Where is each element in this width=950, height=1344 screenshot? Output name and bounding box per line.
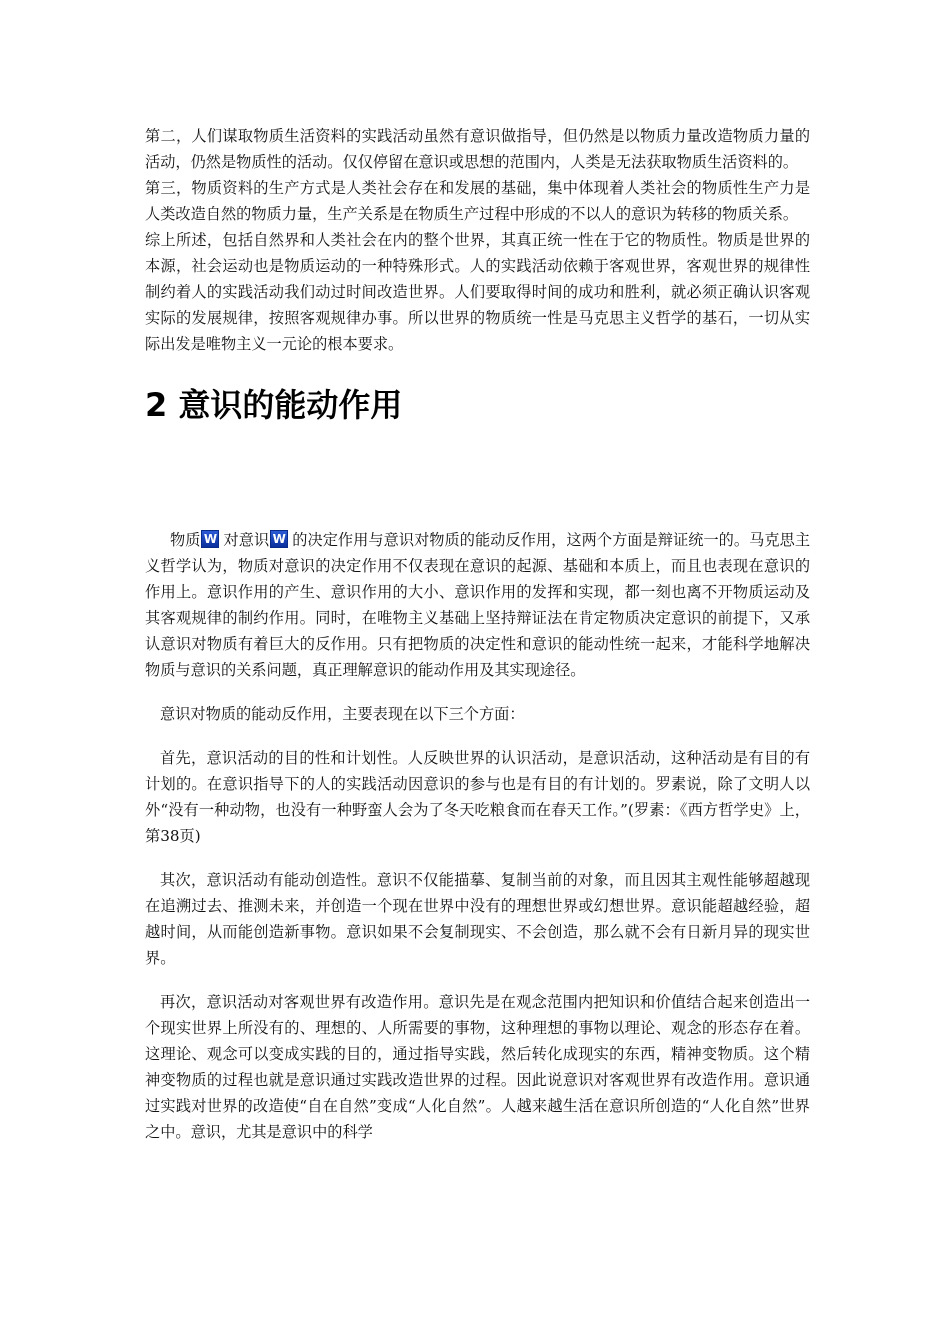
paragraph-third-point: 再次，意识活动对客观世界有改造作用。意识先是在观念范围内把知识和价值结合起来创造出一个现实世界上所没有的、理想的、人所需要的事物，这种理想的事物以理论、观念的形态存在着。这理论、观念可以变成实践的目的，通过指导实践，然后转化成现实的东西，精神变物质。这个精神变物质的过程也就是意识通过实践改造世界的过程。因此说意识对客观世界有改造作用。意识通过实践对世界的改造使“自在自然”变成“人化自然”。人越来越生活在意识所创造的“人化自然”世界之中。意识，尤其是意识中的科学 [145, 993, 810, 1141]
word-document-icon[interactable] [201, 530, 219, 548]
paragraph-third: 第三，物质资料的生产方式是人类社会存在和发展的基础，集中体现着人类社会的物质性生产力是人类改造自然的物质力量，生产关系是在物质生产过程中形成的不以人的意识为转移的物质关系。 [145, 179, 810, 223]
paragraph-second: 第二，人们谋取物质生活资料的实践活动虽然有意识做指导，但仍然是以物质力量改造物质力量的活动，仍然是物质性的活动。仅仅停留在意识或思想的范围内，人类是无法获取物质生活资料的。 [145, 127, 810, 171]
text-fragment: 的决定作用与意识对物质的能动反作用，这两个方面是辩证统一的。马克思主义哲学认为，物质对意识的决定作用不仅表现在意识的起源、基础和本质上，而且也表现在意识的作用上。意识作用的产生、意识作用的大小、意识作用的发挥和实现，都一刻也离不开物质运动及其客观规律的制约作用。同时，在唯物主义基础上坚持辩证法在肯定物质决定意识的前提下，又承认意识对物质有着巨大的反作用。只有把物质的决定性和意识的能动性统一起来，才能科学地解决物质与意识的关系问题，真正理解意识的能动作用及其实现途径。 [145, 531, 811, 679]
section-heading: 2 意识的能动作用 [145, 386, 403, 424]
word-document-icon[interactable] [270, 530, 288, 548]
paragraph-gap [145, 683, 810, 701]
paragraph-matter-consciousness [145, 527, 810, 683]
paragraph-gap [145, 849, 810, 867]
paragraph-intro: 意识对物质的能动反作用，主要表现在以下三个方面： [160, 705, 525, 723]
paragraph-gap [145, 727, 810, 745]
paragraph-first-point: 首先，意识活动的目的性和计划性。人反映世界的认识活动，是意识活动，这种活动是有目的有计划的。在意识指导下的人的实践活动因意识的参与也是有目的有计划的。罗素说，除了文明人以外“没有一种动物，也没有一种野蛮人会为了冬天吃粮食而在春天工作。”(罗素：《西方哲学史》上，第38页) [145, 749, 810, 845]
document-page [145, 123, 810, 1145]
text-fragment: 物质 [170, 531, 201, 549]
spacer [145, 425, 810, 527]
paragraph-second-point: 其次，意识活动有能动创造性。意识不仅能描摹、复制当前的对象，而且因其主观性能够超越现在追溯过去、推测未来，并创造一个现在世界中没有的理想世界或幻想世界。意识能超越经验，超越时间，从而能创造新事物。意识如果不会复制现实、不会创造，那么就不会有日新月异的现实世界。 [145, 871, 810, 967]
paragraph-summary: 综上所述，包括自然界和人类社会在内的整个世界，其真正统一性在于它的物质性。物质是世界的本源，社会运动也是物质运动的一种特殊形式。人的实践活动依赖于客观世界，客观世界的规律性制约着人的实践活动我们动过时间改造世界。人们要取得时间的成功和胜利，就必须正确认识客观实际的发展规律，按照客观规律办事。所以世界的物质统一性是马克思主义哲学的基石，一切从实际出发是唯物主义一元论的根本要求。 [145, 231, 810, 353]
paragraph-gap [145, 971, 810, 989]
text-fragment: 对意识 [223, 531, 270, 549]
